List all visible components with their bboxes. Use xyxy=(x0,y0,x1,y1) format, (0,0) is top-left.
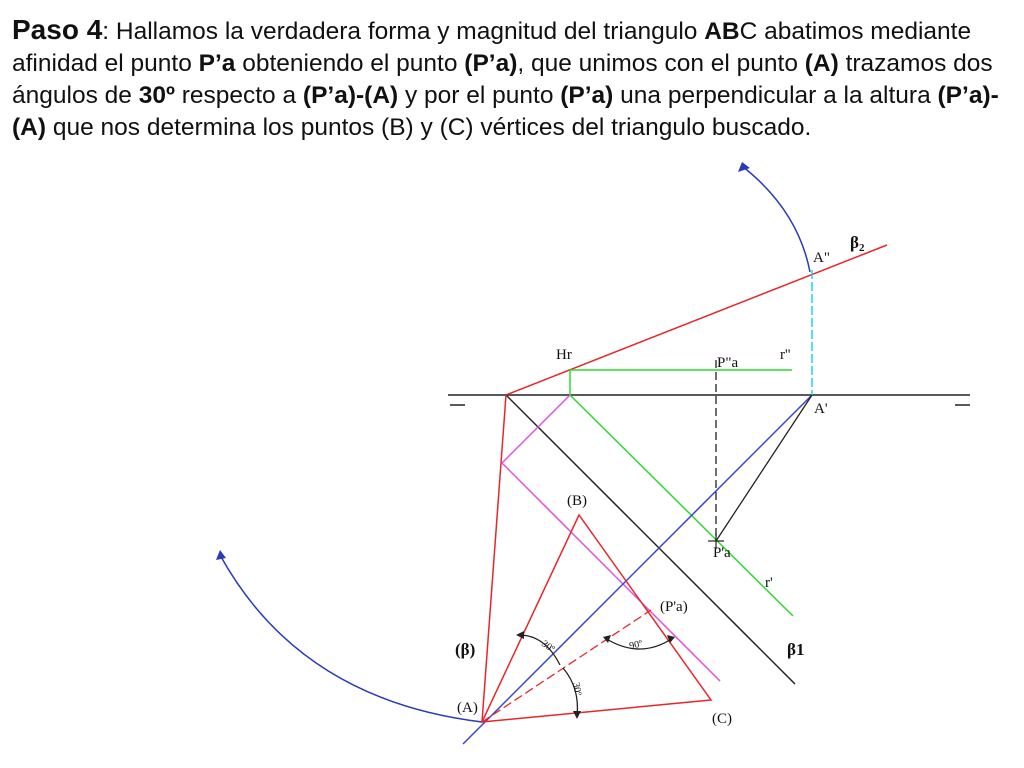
text-span: C abatimos mediante afinidad el punto xyxy=(12,18,972,77)
label-C-abat: (C) xyxy=(712,711,732,727)
text-span-bold: (P’a) xyxy=(560,82,614,109)
text-span: que nos determina los puntos (B) y (C) vértices del triangulo buscado. xyxy=(46,114,812,141)
angle-arrowhead xyxy=(516,631,524,639)
label-A-double: A" xyxy=(813,250,830,266)
text-span: , que unimos con el punto xyxy=(517,50,805,77)
line-A-prime-P-prime-a xyxy=(716,395,812,541)
text-span: trazamos dos ángulos de xyxy=(12,50,993,109)
line-r-prime xyxy=(570,395,793,616)
label-angle-90: 90º xyxy=(628,638,644,652)
text-span: : Hallamos la verdadera forma y magnitud del triangulo xyxy=(102,18,705,45)
label-beta-abat: (β) xyxy=(455,640,476,659)
text-span-bold: AB xyxy=(704,18,740,45)
altitude-A-P-prime-a xyxy=(482,610,651,722)
label-beta2-subscript: 2 xyxy=(858,242,865,254)
text-span-bold: (P’a) xyxy=(464,50,518,77)
magenta-parallel xyxy=(502,463,720,681)
label-P-double-a: P"a xyxy=(717,355,739,371)
label-r-prime: r' xyxy=(765,575,773,591)
text-span: respecto a xyxy=(174,82,303,109)
label-P-prime-a: P'a xyxy=(713,545,731,561)
affinity-line xyxy=(463,395,812,744)
label-beta2 xyxy=(850,233,865,254)
text-span-bold: (A) xyxy=(804,50,839,77)
angle-arc-30-top xyxy=(519,635,560,665)
arc-arrowhead xyxy=(216,550,226,560)
text-span-bold: 30º xyxy=(138,82,175,109)
rotation-arc-lower xyxy=(220,555,482,722)
text-span: una perpendicular a la altura xyxy=(613,82,938,109)
text-span: y por el punto xyxy=(398,82,561,109)
label-P-prime-a-abat: (P'a) xyxy=(660,599,688,615)
label-Hr: Hr xyxy=(556,347,572,363)
angle-arrowhead xyxy=(603,635,611,643)
magenta-perpendicular xyxy=(502,395,570,463)
label-angle-30-top: 30º xyxy=(539,638,557,655)
angle-arrowhead xyxy=(573,711,581,719)
label-r-double: r'' xyxy=(780,347,791,363)
label-angle-30-bottom: 30º xyxy=(570,681,584,697)
label-beta2-symbol: β xyxy=(850,233,859,252)
label-B-abat: (B) xyxy=(567,493,587,509)
text-span-bold: P’a xyxy=(198,50,236,77)
trace-beta2 xyxy=(506,245,887,395)
text-span-bold: (P’a)-(A) xyxy=(12,82,999,141)
label-A-prime: A' xyxy=(814,401,828,417)
rotation-arc-upper xyxy=(742,166,810,272)
text-span: obteniendo el punto xyxy=(235,50,465,77)
label-beta1: β1 xyxy=(787,640,805,659)
abatment-trace-beta xyxy=(482,395,506,722)
text-span-bold: (P’a)-(A) xyxy=(302,82,399,109)
label-A-abat: (A) xyxy=(457,700,478,716)
step-title: Paso 4 xyxy=(12,14,103,45)
